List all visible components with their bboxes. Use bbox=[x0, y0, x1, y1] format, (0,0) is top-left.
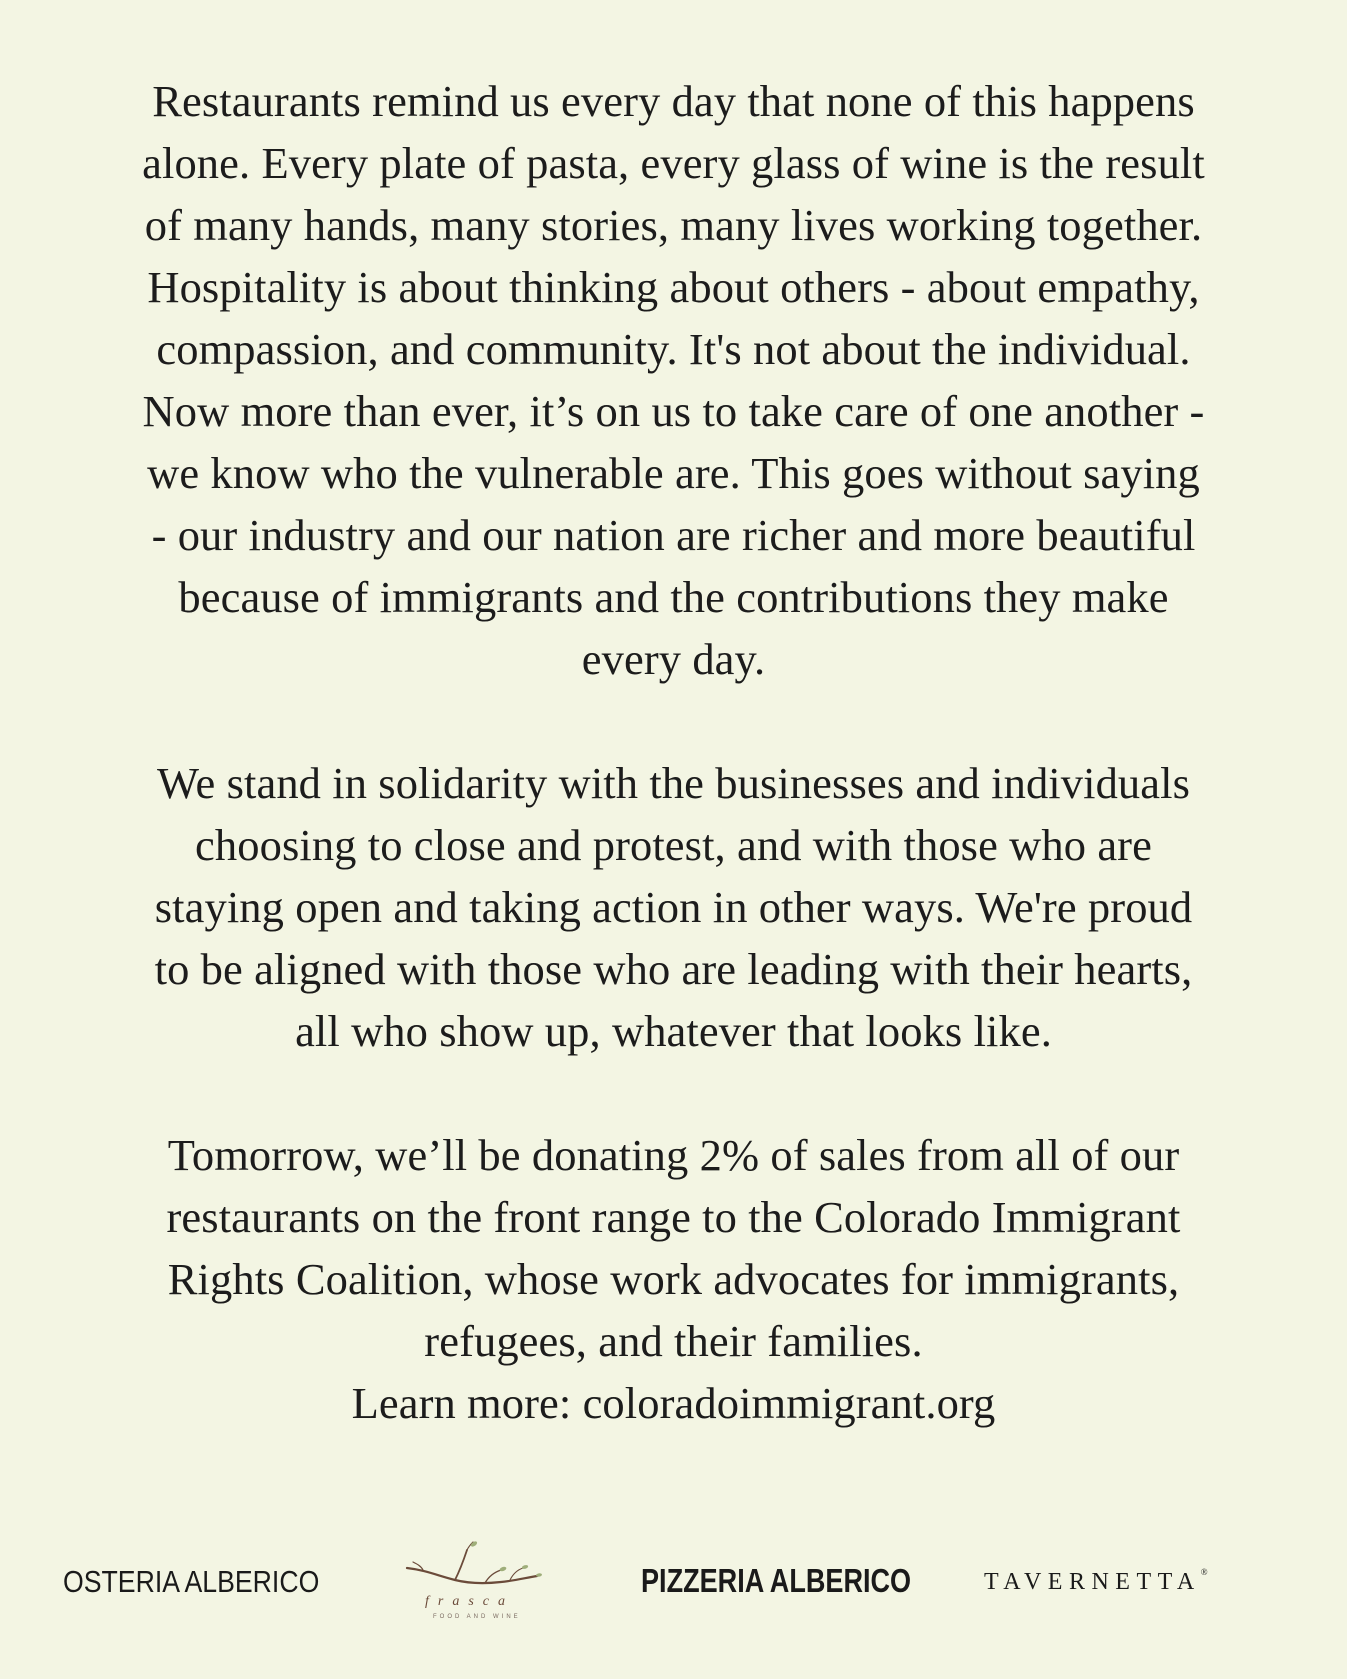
paragraph-donation bbox=[60, 1124, 1287, 1434]
text-line: We stand in solidarity with the businesses and individuals bbox=[156, 758, 1190, 808]
text-line: all who show up, whatever that looks like. bbox=[295, 1006, 1052, 1056]
tavernetta-logo bbox=[984, 1569, 1208, 1596]
paragraph-solidarity bbox=[60, 752, 1287, 1062]
text-line: to be aligned with those who are leading with their hearts, bbox=[154, 944, 1193, 994]
text-line: restaurants on the front range to the Colorado Immigrant bbox=[166, 1192, 1181, 1242]
frasca-wordmark: frasca bbox=[425, 1594, 514, 1609]
text-line: - our industry and our nation are richer and more beautiful bbox=[151, 510, 1196, 560]
frasca-tagline: FOOD AND WINE bbox=[433, 1614, 521, 1620]
text-line: Tomorrow, we’ll be donating 2% of sales from all of our bbox=[167, 1130, 1180, 1180]
text-line: we know who the vulnerable are. This goes without saying bbox=[147, 448, 1200, 498]
paragraph-hospitality bbox=[60, 70, 1287, 690]
registered-mark-icon: ® bbox=[1200, 1567, 1208, 1577]
text-line: choosing to close and protest, and with those who are bbox=[195, 820, 1152, 870]
learn-more-line: Learn more: coloradoimmigrant.org bbox=[351, 1378, 996, 1428]
tavernetta-wordmark: TAVERNETTA bbox=[984, 1569, 1201, 1595]
text-line: every day. bbox=[581, 634, 766, 684]
text-line: Now more than ever, it’s on us to take care of one another - bbox=[142, 386, 1205, 436]
text-line: alone. Every plate of pasta, every glass of wine is the result bbox=[142, 138, 1205, 188]
text-line: Rights Coalition, whose work advocates for immigrants, bbox=[167, 1254, 1180, 1304]
text-line: because of immigrants and the contributions they make bbox=[178, 572, 1169, 622]
text-line: Restaurants remind us every day that none of this happens bbox=[152, 76, 1195, 126]
pizzeria-alberico-logo: PIZZERIA ALBERICO bbox=[641, 1562, 912, 1599]
text-line: staying open and taking action in other ways. We're proud bbox=[154, 882, 1193, 932]
text-line: refugees, and their families. bbox=[424, 1316, 923, 1366]
paragraph-spacer bbox=[60, 1062, 1287, 1124]
text-line: Hospitality is about thinking about others - about empathy, bbox=[147, 262, 1200, 312]
paragraph-spacer bbox=[60, 690, 1287, 752]
statement-text bbox=[60, 70, 1287, 1434]
text-line: compassion, and community. It's not about the individual. bbox=[156, 324, 1191, 374]
osteria-alberico-logo: OSTERIA ALBERICO bbox=[63, 1564, 320, 1599]
branch-icon bbox=[405, 1540, 545, 1600]
text-line: of many hands, many stories, many lives working together. bbox=[144, 200, 1203, 250]
restaurant-logos bbox=[0, 1540, 1347, 1660]
frasca-logo bbox=[405, 1540, 545, 1650]
